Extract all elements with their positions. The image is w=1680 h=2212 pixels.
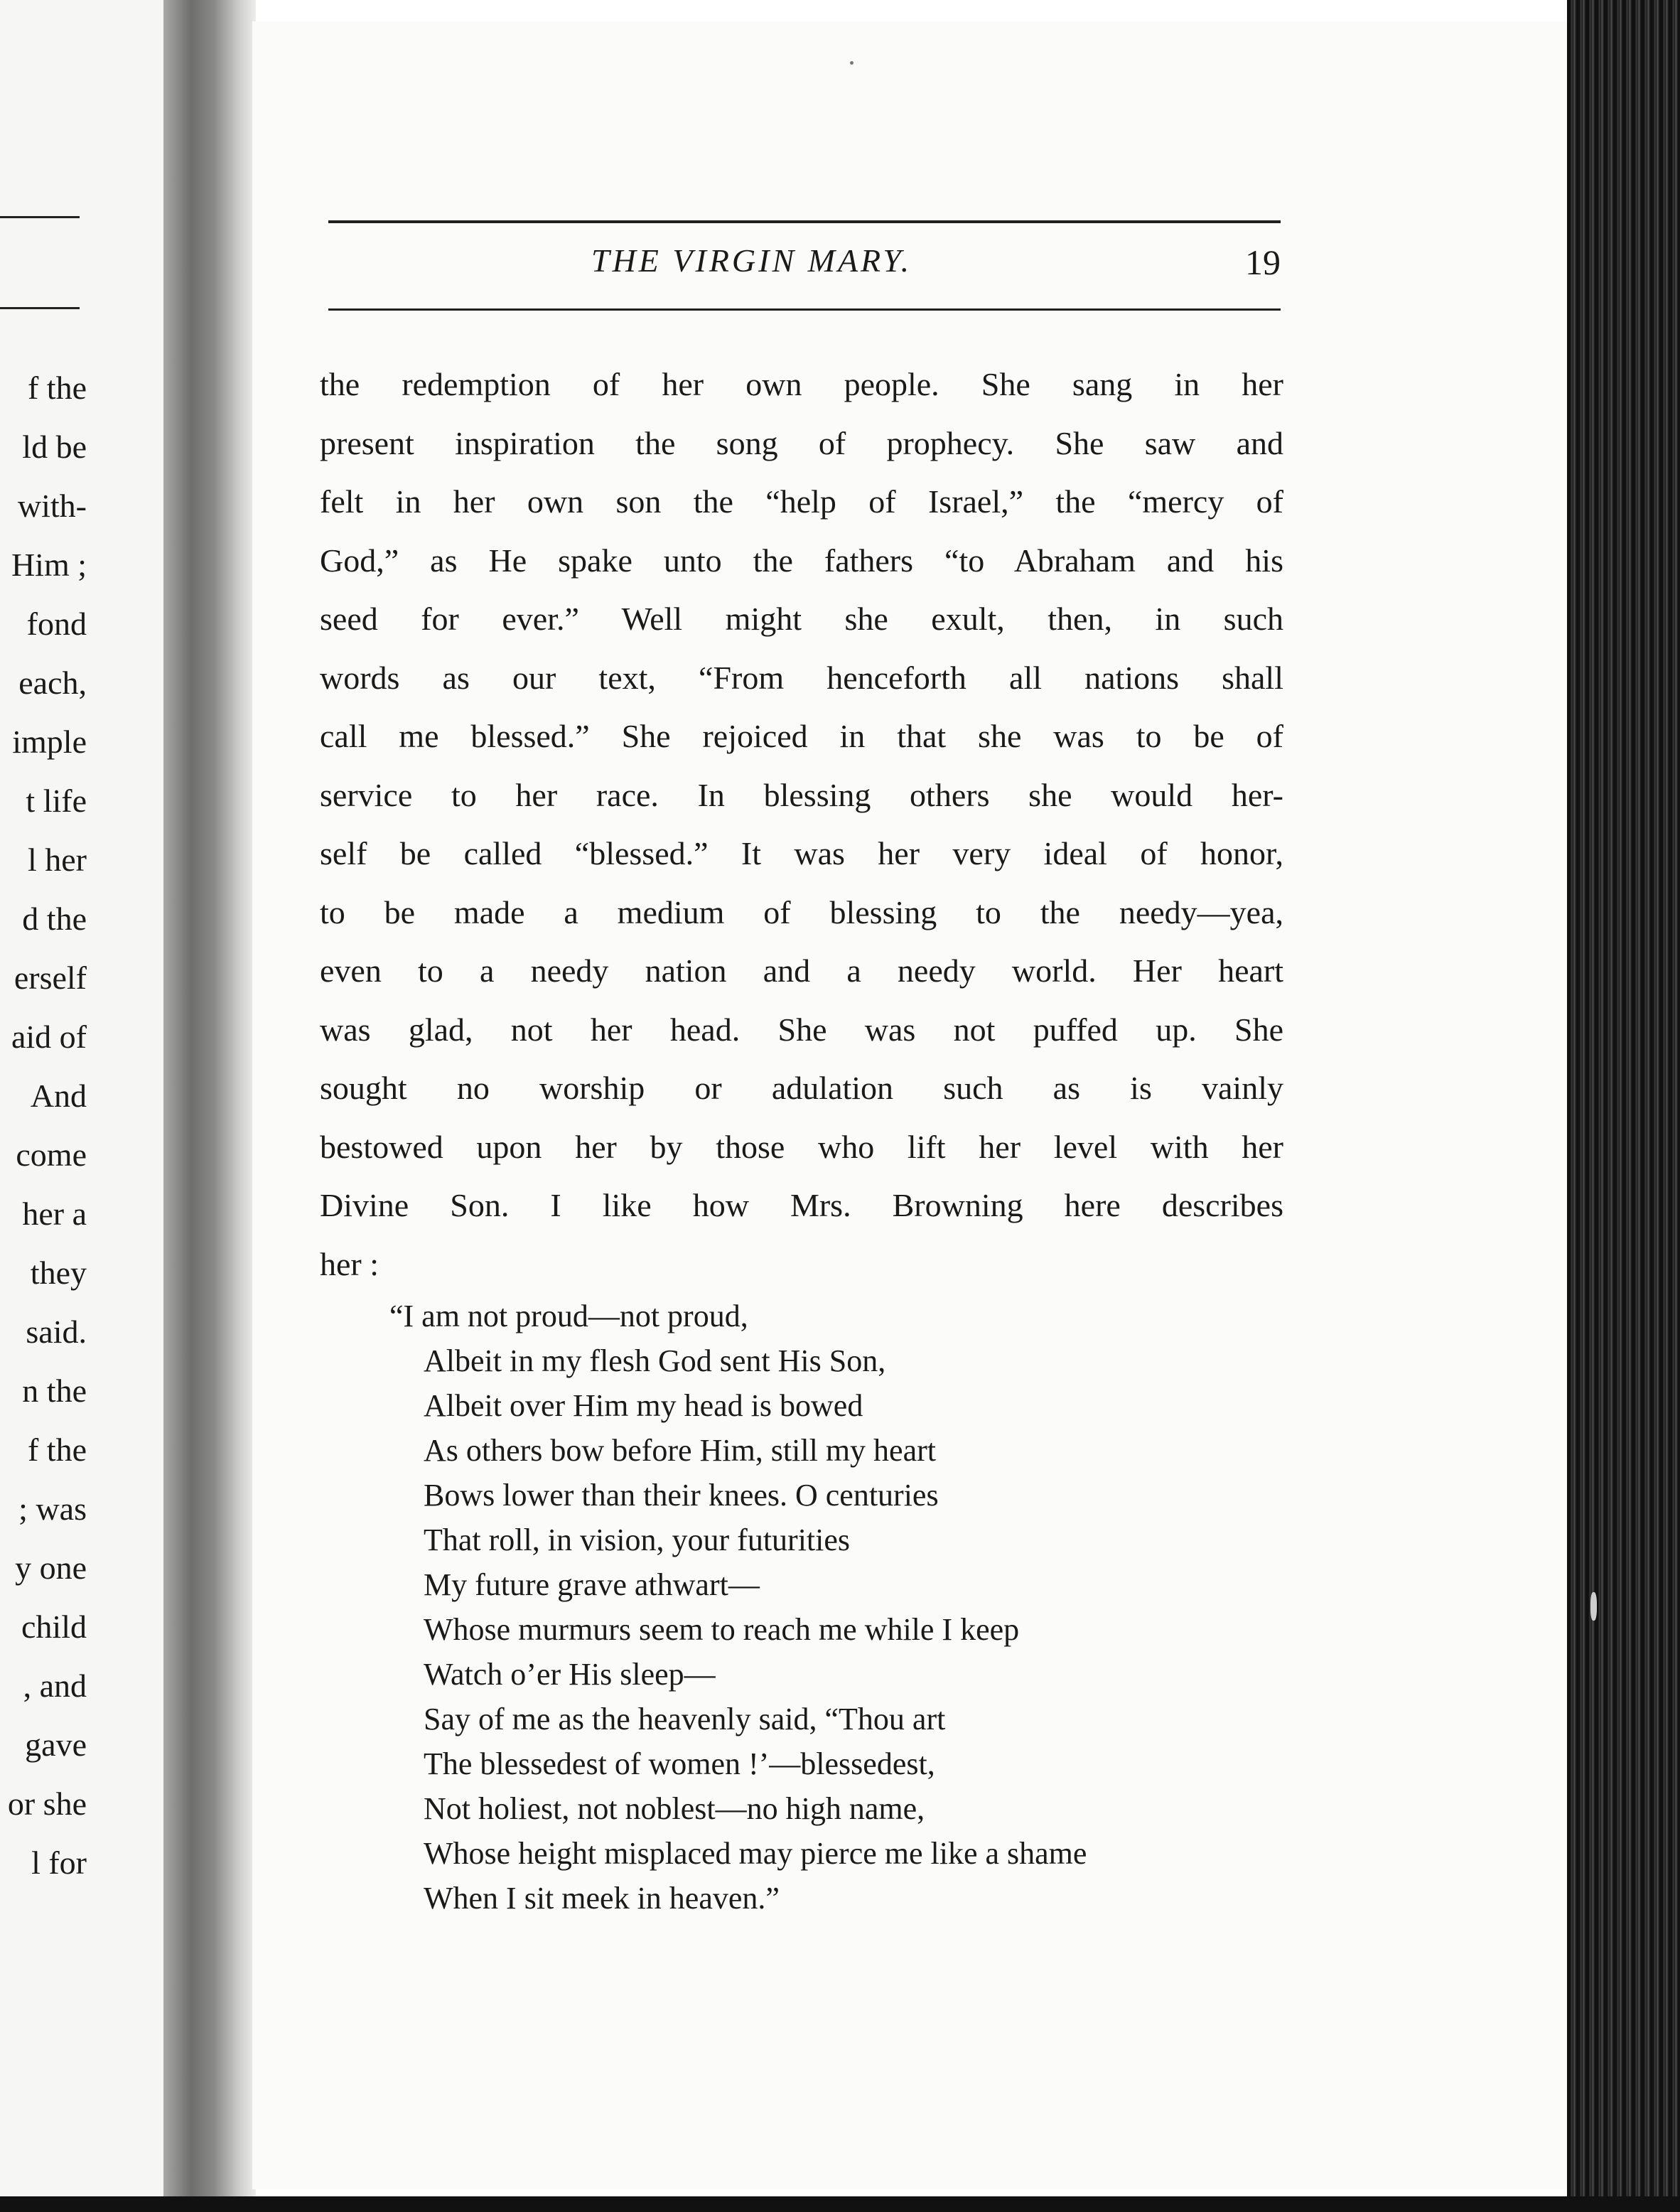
left-fragment: they — [30, 1255, 87, 1291]
book-gutter-shadow — [163, 0, 256, 2212]
poem-line: My future grave athwart— — [424, 1567, 760, 1602]
body-line: was glad, not her head. She was not puffed up. She — [320, 1011, 1283, 1048]
left-fragment: ; was — [18, 1491, 87, 1527]
scan-bottom-edge — [0, 2196, 1680, 2212]
header-bottom-rule — [328, 308, 1281, 311]
left-fragment: aid of — [11, 1019, 87, 1055]
body-paragraph — [320, 355, 1283, 1294]
left-fragment: come — [16, 1137, 87, 1173]
left-fragment: Him ; — [11, 547, 87, 583]
poem-line: The blessedest of women !’—blessedest, — [424, 1746, 935, 1781]
body-line: present inspiration the song of prophecy. She saw and — [320, 424, 1283, 461]
body-line: service to her race. In blessing others she would her- — [320, 776, 1283, 813]
body-line: to be made a medium of blessing to the needy—yea, — [320, 893, 1283, 930]
poem-line: Whose height misplaced may pierce me like a shame — [424, 1836, 1087, 1871]
left-fragment: fond — [26, 606, 87, 642]
body-line: call me blessed.” She rejoiced in that she was to be of — [320, 718, 1283, 754]
poem-line: Watch o’er His sleep— — [424, 1657, 716, 1692]
poem-line: Say of me as the heavenly said, “Thou art — [424, 1702, 946, 1736]
left-facing-page — [0, 0, 171, 2212]
body-line: even to a needy nation and a needy world. Her heart — [320, 952, 1283, 989]
poem-line: Not holiest, not noblest—no high name, — [424, 1791, 925, 1826]
poem-line: As others bow before Him, still my heart — [424, 1433, 936, 1468]
body-line: words as our text, “From henceforth all nations shall — [320, 659, 1283, 696]
scan-speck — [1590, 1592, 1597, 1621]
body-line: the redemption of her own people. She sang in her — [320, 366, 1283, 402]
body-line: sought no worship or adulation such as is vainly — [320, 1070, 1283, 1106]
book-page-edges — [1567, 0, 1680, 2212]
poem-line: That roll, in vision, your futurities — [424, 1523, 851, 1557]
running-header — [328, 242, 1281, 291]
body-line: Divine Son. I like how Mrs. Browning here describes — [320, 1187, 1283, 1223]
quoted-poem — [389, 1294, 1087, 1921]
left-fragment: imple — [12, 724, 87, 760]
left-fragment: or she — [7, 1786, 87, 1822]
poem-line: Bows lower than their knees. O centuries — [424, 1478, 939, 1513]
running-title: THE VIRGIN MARY. — [591, 242, 912, 279]
left-page-top-rule — [0, 216, 80, 218]
left-fragment: y one — [15, 1550, 87, 1586]
scan-speck — [850, 61, 854, 65]
body-line: seed for ever.” Well might she exult, then, in such — [320, 601, 1283, 637]
left-fragment: n the — [22, 1373, 87, 1409]
body-line: her : — [320, 1245, 379, 1282]
left-fragment: with- — [17, 488, 87, 524]
left-fragment: her a — [22, 1196, 87, 1232]
poem-line: “I am not proud—not proud, — [389, 1299, 748, 1333]
body-line: felt in her own son the “help of Israel,” the “mercy of — [320, 483, 1283, 520]
poem-line: When I sit meek in heaven.” — [424, 1881, 780, 1916]
left-fragment: And — [30, 1078, 87, 1114]
left-fragment: ld be — [22, 429, 87, 465]
left-page-bottom-rule — [0, 307, 80, 309]
left-fragment: l her — [27, 842, 87, 878]
body-line: God,” as He spake unto the fathers “to Abraham and his — [320, 542, 1283, 579]
poem-line: Albeit in my flesh God sent His Son, — [424, 1343, 886, 1378]
left-fragment: t life — [26, 783, 87, 819]
body-line: self be called “blessed.” It was her very ideal of honor, — [320, 835, 1283, 871]
left-fragment: erself — [14, 960, 87, 996]
left-fragment: gave — [25, 1727, 87, 1763]
poem-line: Albeit over Him my head is bowed — [424, 1388, 863, 1423]
body-line: bestowed upon her by those who lift her level with her — [320, 1128, 1283, 1165]
left-fragment: said. — [26, 1314, 87, 1350]
left-fragment: each, — [18, 665, 87, 701]
left-fragment: d the — [22, 901, 87, 937]
left-fragment: , and — [23, 1668, 87, 1704]
left-fragment: l for — [31, 1845, 87, 1881]
left-page-text-fragments — [0, 358, 87, 1892]
page-number: 19 — [1245, 242, 1281, 282]
left-fragment: f the — [27, 1432, 87, 1468]
left-fragment: child — [21, 1609, 87, 1645]
left-fragment: f the — [27, 370, 87, 406]
poem-line: Whose murmurs seem to reach me while I keep — [424, 1612, 1020, 1647]
header-top-rule — [328, 220, 1281, 223]
